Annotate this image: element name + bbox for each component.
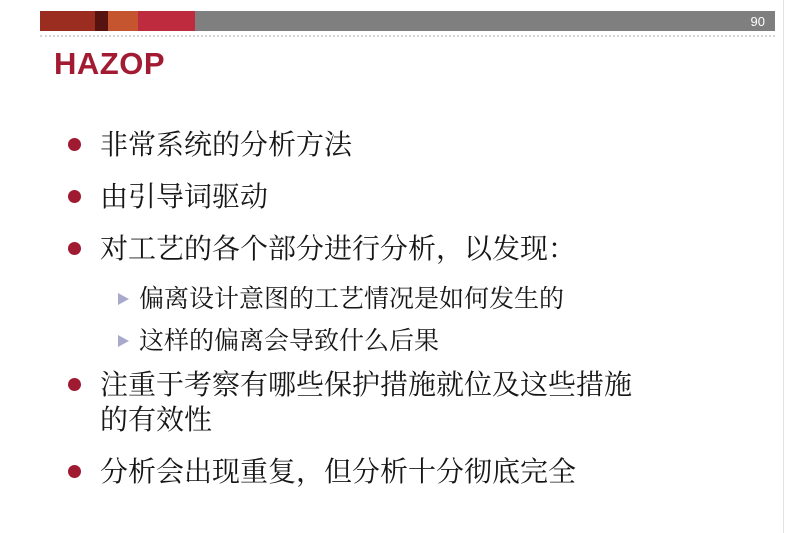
arrowhead-right-icon <box>118 335 129 347</box>
bullet-text: 注重于考察有哪些保护措施就位及这些措施的有效性 <box>100 368 633 436</box>
header-segment-4 <box>138 11 195 31</box>
header-segment-2 <box>95 11 108 31</box>
header-gray-bar <box>195 11 775 31</box>
header-bar <box>40 11 775 31</box>
bullet-dot-icon <box>68 138 81 151</box>
sub-bullet-item <box>118 283 688 315</box>
arrowhead-right-icon <box>118 293 129 305</box>
page-number: 90 <box>750 13 765 29</box>
sub-bullet-item <box>118 325 688 357</box>
bullet-dot-icon <box>68 190 81 203</box>
bullet-text: 分析会出现重复，但分析十分彻底完全 <box>100 455 577 488</box>
bullet-text: 非常系统的分析方法 <box>100 128 353 161</box>
bullet-text: 对工艺的各个部分进行分析，以发现： <box>100 232 577 265</box>
bullet-dot-icon <box>68 242 81 255</box>
bullet-item <box>68 454 688 489</box>
bullet-item <box>68 127 688 162</box>
bullet-item <box>68 231 688 266</box>
sub-bullet-text: 这样的偏离会导致什么后果 <box>139 326 440 355</box>
bullet-text: 由引导词驱动 <box>100 180 269 213</box>
bullet-dot-icon <box>68 378 81 391</box>
header-segment-3 <box>108 11 138 31</box>
slide-title: HAZOP <box>54 46 165 81</box>
sub-bullet-text: 偏离设计意图的工艺情况是如何发生的 <box>139 284 565 313</box>
bullet-list <box>68 127 688 506</box>
header-dotted-divider <box>40 35 775 37</box>
bullet-item <box>68 367 688 437</box>
slide-right-border <box>783 0 784 533</box>
bullet-item <box>68 179 688 214</box>
bullet-dot-icon <box>68 465 81 478</box>
header-segment-1 <box>40 11 95 31</box>
